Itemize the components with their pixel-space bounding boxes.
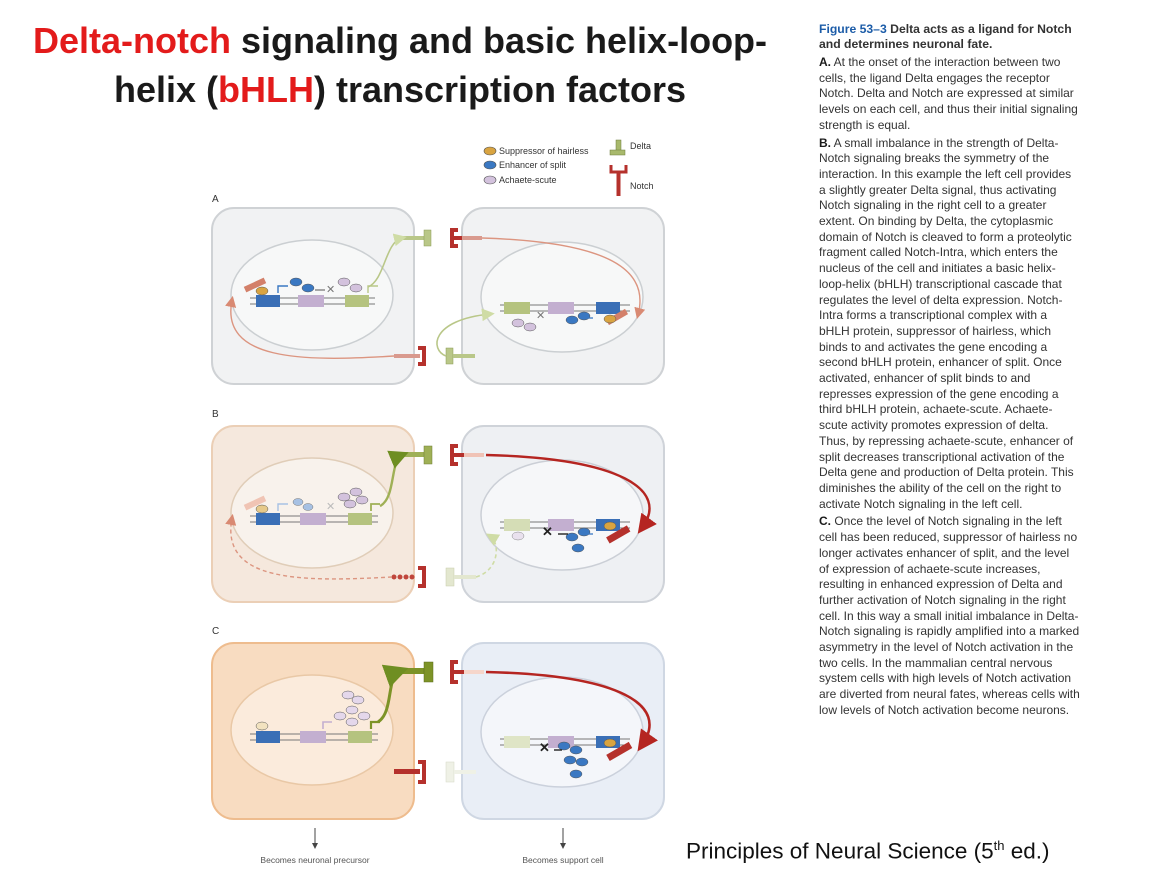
legend-delta-label: Delta (630, 141, 652, 151)
figure-caption (819, 22, 1081, 721)
slide-title (20, 16, 780, 114)
delta-notch-diagram (180, 130, 670, 875)
legend-notch-label: Notch (630, 181, 654, 191)
panel-c-left-nucleus (231, 675, 393, 785)
caption-label-b: B. (819, 135, 831, 150)
figure-title: Delta acts as a ligand for Notch and determines neuronal fate. (819, 22, 1072, 51)
panel-c (212, 643, 664, 819)
title-red-bhlh: bHLH (217, 69, 314, 110)
panel-a-label: A (212, 194, 219, 205)
caption-text-b: A small imbalance in the strength of Delta-Notch signaling breaks the symmetry of the interaction. In this example the left cell provides a slightly greater Delta signal, thus activating Notch signaling in the right cell to a greater extent. On binding by Delta, the cytoplasmic domain of Notch is cleaved to form a proteolytic fragment called Notch-Intra, which enters the nucleus of the cell and initiates a basic helix-loop-helix (bHLH) transcriptional cascade that regulates the level of delta expression. Notch-Intra forms a transcriptional complex with a bHLH protein, suppressor of hairless, which binds to and activates the gene encoding a second bHLH protein, enhancer of split. Once activated, enhancer of split binds to and represses expression of the gene encoding a third bHLH protein, achaete-scute. Achaete-scute activity promotes expression of delta. Thus, by repressing achaete-scute, enhancer of split decreases transcriptional activation of the Delta gene and production of Delta protein. This diminishes the ability of the cell on the right to activate Notch signaling in the left cell. (819, 135, 1074, 511)
caption-text-c: Once the level of Notch signaling in the left cell has been reduced, suppressor of hairless no longer activates enhancer of split, and the level of expression of achaete-scute increases, resulting in enhanced expression of Delta and further activation of Notch signaling in the right cell. In this way a small initial imbalance in Delta-Notch signaling is rapidly amplified into a marked asymmetry in the level of Notch activation in the two cells. In the mammalian central nervous system cells with high levels of Notch activation are diverted from neural fates, whereas cells with low levels of Notch activation become neurons. (819, 514, 1080, 717)
source-suffix: ed.) (1004, 838, 1050, 864)
title-text-2: ) transcription factors (313, 69, 687, 110)
caption-text-a: At the onset of the interaction between two cells, the ligand Delta engages the receptor Notch. Delta and Notch are expressed at similar levels on each cell, and thus their initial signaling strength is equal. (819, 55, 1078, 132)
figure-caption-title (819, 22, 1081, 52)
panel-b-label: B (212, 409, 219, 420)
legend-enhancer-label: Enhancer of split (499, 160, 567, 170)
outcome-right (560, 828, 566, 849)
title-red-delta-notch: Delta-notch (32, 20, 231, 61)
legend-notch-icon (611, 165, 626, 196)
svg-text:✕: ✕ (542, 524, 553, 539)
svg-text:✕: ✕ (326, 501, 336, 513)
legend-delta-icon (610, 140, 625, 155)
caption-paragraph-c (819, 514, 1081, 718)
source-superscript: th (993, 838, 1005, 853)
legend-enhancer-icon (484, 161, 496, 169)
panel-c-label: C (212, 626, 220, 637)
legend-achaete-label: Achaete-scute (499, 175, 557, 185)
legend-suppressor-icon (484, 147, 496, 155)
caption-label-a: A. (819, 55, 831, 69)
svg-text:✕: ✕ (326, 284, 336, 296)
title-text-1: signaling and basic helix-loop-helix ( (113, 20, 768, 110)
outcome-left (312, 828, 318, 849)
legend (484, 140, 654, 196)
legend-achaete-icon (484, 176, 496, 184)
caption-paragraph-b (819, 136, 1081, 513)
panel-a (212, 208, 664, 384)
outcome-right-label: Becomes support cell (522, 855, 604, 865)
svg-text:✕: ✕ (539, 740, 550, 755)
legend-suppressor-label: Suppressor of hairless (499, 146, 589, 156)
outcome-left-label: Becomes neuronal precursor (260, 855, 370, 865)
caption-paragraph-a (819, 55, 1081, 134)
figure-number: Figure 53–3 (819, 22, 887, 36)
panel-b (212, 426, 664, 602)
source-citation (686, 838, 1050, 865)
source-prefix: Principles of Neural Science (5 (686, 838, 994, 864)
caption-label-c: C. (819, 514, 831, 529)
svg-text:✕: ✕ (536, 310, 546, 322)
panel-a-right-nucleus (481, 242, 643, 352)
panel-c-right-nucleus (481, 677, 643, 787)
